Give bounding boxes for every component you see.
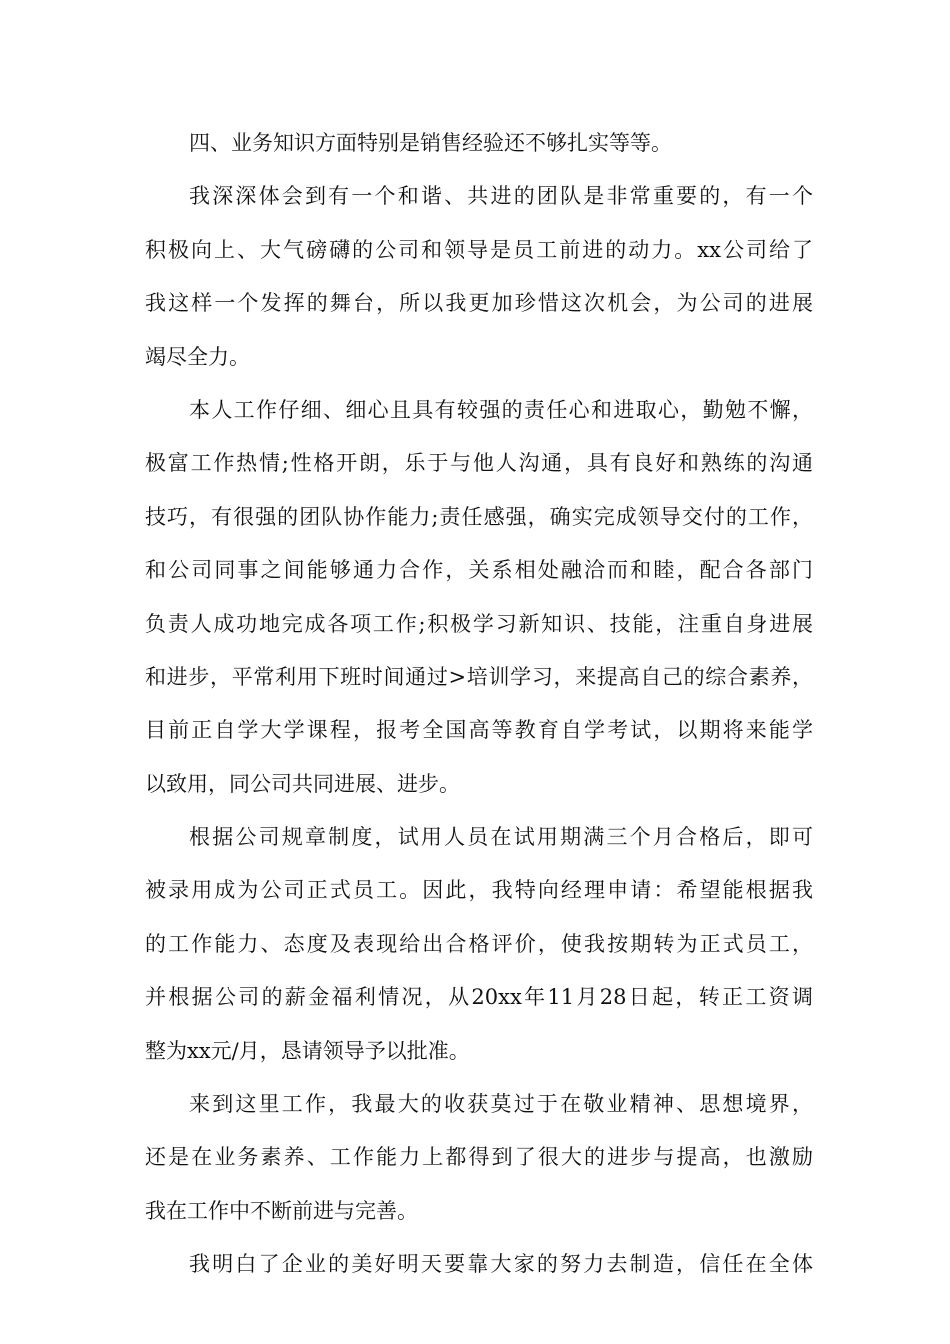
text-line: 负责人成功地完成各项工作;积极学习新知识、技能，注重自身进展 (145, 611, 813, 636)
text-line: 以致用，同公司共同进展、进步。 (145, 771, 460, 796)
text-line: 本人工作仔细、细心且具有较强的责任心和进取心，勤勉不懈， (189, 397, 813, 422)
text-line: 来到这里工作，我最大的收获莫过于在敬业精神、思想境界， (189, 1092, 813, 1117)
document-body (145, 130, 813, 1305)
text-line: 根据公司规章制度，试用人员在试用期满三个月合格后，即可 (189, 825, 813, 850)
text-line: 目前正自学大学课程，报考全国高等教育自学考试，以期将来能学 (145, 718, 813, 743)
text-line: 我在工作中不断前进与完善。 (145, 1198, 418, 1223)
text-line: 极富工作热情;性格开朗，乐于与他人沟通，具有良好和熟练的沟通 (145, 451, 813, 476)
text-line: 我这样一个发挥的舞台，所以我更加珍惜这次机会，为公司的进展 (145, 291, 813, 316)
text-line: 我深深体会到有一个和谐、共进的团队是非常重要的，有一个 (189, 184, 813, 209)
text-line: 和进步，平常利用下班时间通过>培训学习，来提高自己的综合素养， (145, 664, 813, 689)
text-line: 竭尽全力。 (145, 344, 250, 369)
text-line: 积极向上、大气磅礴的公司和领导是员工前进的动力。xx公司给了 (145, 237, 813, 262)
text-line: 的工作能力、态度及表现给出合格评价，使我按期转为正式员工， (145, 931, 813, 956)
text-line: 和公司同事之间能够通力合作，关系相处融洽而和睦，配合各部门 (145, 558, 813, 583)
text-line: 技巧，有很强的团队协作能力;责任感强，确实完成领导交付的工作， (145, 504, 813, 529)
text-line: 被录用成为公司正式员工。因此，我特向经理申请：希望能根据我 (145, 878, 813, 903)
text-line: 整为xx元/月，恳请领导予以批准。 (145, 1038, 470, 1063)
text-line: 我明白了企业的美好明天要靠大家的努力去制造，信任在全体 (189, 1252, 813, 1277)
text-line: 四、业务知识方面特别是销售经验还不够扎实等等。 (189, 131, 672, 155)
text-line: 并根据公司的薪金福利情况，从20xx年11月28日起，转正工资调 (145, 985, 813, 1010)
text-line: 还是在业务素养、工作能力上都得到了很大的进步与提高，也激励 (145, 1145, 813, 1170)
